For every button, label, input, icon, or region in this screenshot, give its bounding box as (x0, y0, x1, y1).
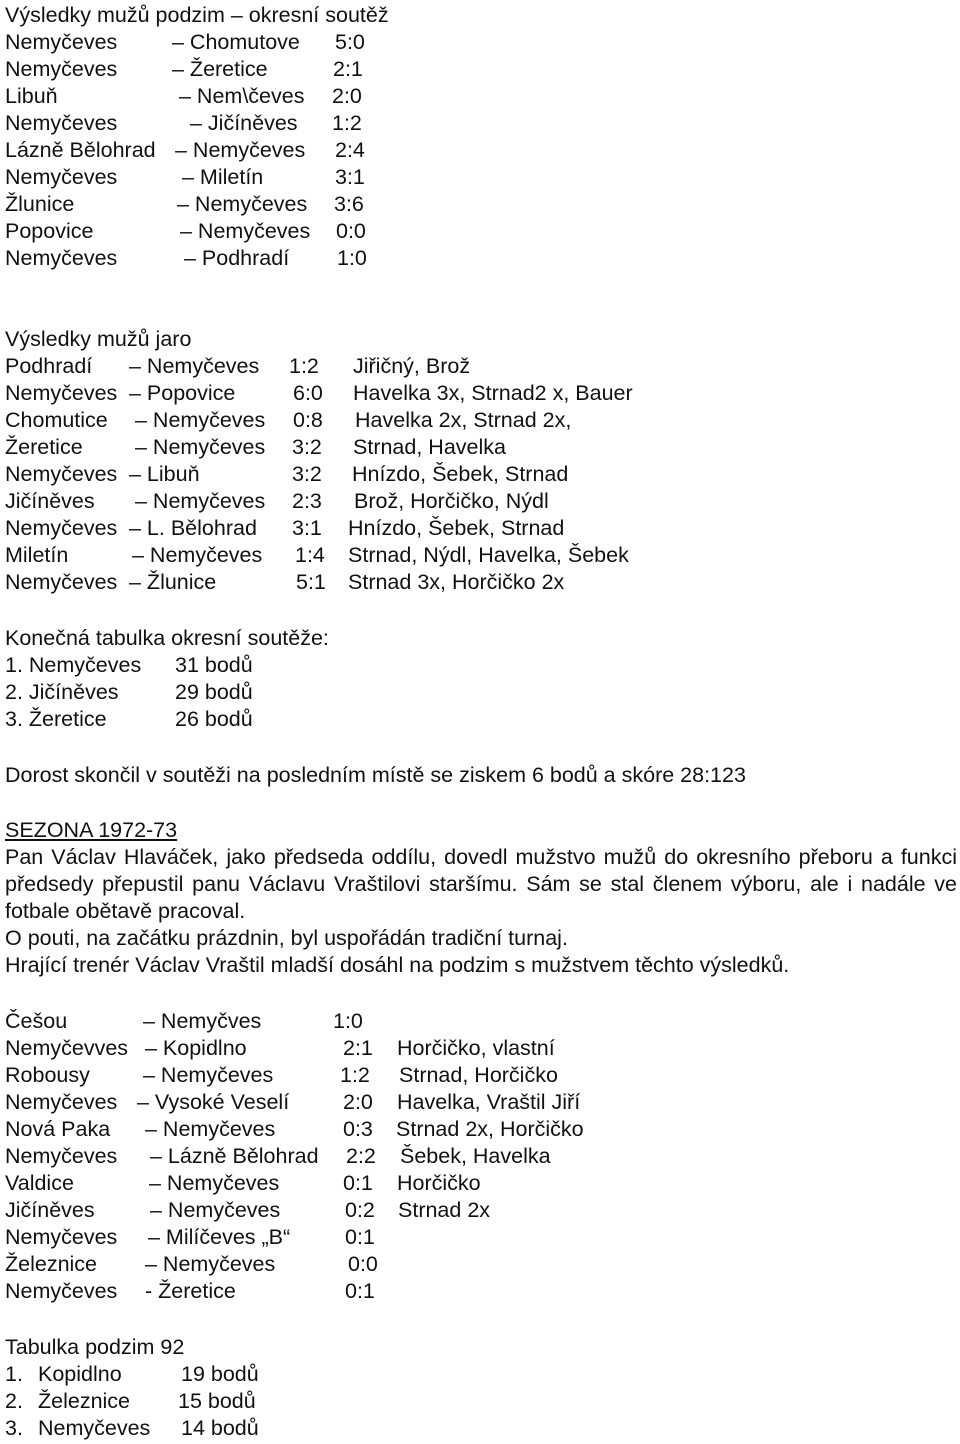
score: 0:1 (345, 1225, 375, 1249)
home-team: Nemyčeves (5, 381, 118, 405)
score: 0:2 (345, 1198, 375, 1222)
home-team: Valdice (5, 1171, 74, 1195)
score: 2:3 (292, 489, 322, 513)
score: 1:0 (333, 1009, 363, 1033)
home-team: Libuň (5, 84, 58, 108)
home-team: Robousy (5, 1063, 90, 1087)
goal-scorers: Strnad, Nýdl, Havelka, Šebek (348, 543, 629, 567)
away-team: – Nemyčeves (132, 543, 263, 567)
team-name: Nemyčeves (38, 1416, 151, 1440)
home-team: Jičíněves (5, 1198, 95, 1222)
team-points: 31 bodů (175, 653, 253, 677)
away-team: – Nemyčeves (175, 138, 306, 162)
away-team: – Milíčeves „B“ (148, 1225, 291, 1249)
score: 0:0 (336, 219, 366, 243)
goal-scorers: Strnad, Horčičko (399, 1063, 558, 1087)
score: 6:0 (293, 381, 323, 405)
home-team: Nemyčeves (5, 570, 118, 594)
team-name: Kopidlno (38, 1362, 122, 1386)
autumn-title: Výsledky mužů podzim – okresní soutěž (5, 3, 389, 27)
home-team: Podhradí (5, 354, 93, 378)
score: 1:4 (295, 543, 325, 567)
home-team: Nemyčeves (5, 1090, 118, 1114)
youth-note: Dorost skončil v soutěži na posledním místě se ziskem 6 bodů a skóre 28:123 (5, 763, 746, 787)
home-team: Nová Paka (5, 1117, 111, 1141)
away-team: – Nemyčeves (177, 192, 308, 216)
score: 5:0 (335, 30, 365, 54)
away-team: – Vysoké Veselí (137, 1090, 290, 1114)
season-paragraph: Pan Václav Hlaváček, jako předseda oddílu, dovedl mužstvo mužů do okresního přeboru a funkci předsedy přepustil panu Václavu Vraštilovi staršímu. Sám se stal členem výboru, ale i nadále ve fotbale obětavě pracoval. (5, 845, 957, 923)
team-position: 3. Žeretice (5, 707, 107, 731)
home-team: Nemyčeves (5, 516, 118, 540)
away-team: – Libuň (129, 462, 200, 486)
score: 2:0 (343, 1090, 373, 1114)
team-points: 14 bodů (181, 1416, 259, 1440)
away-team: – Nemyčeves (135, 408, 266, 432)
away-team: – Kopidlno (145, 1036, 247, 1060)
goal-scorers: Havelka 3x, Strnad2 x, Bauer (353, 381, 633, 405)
score: 3:2 (292, 435, 322, 459)
away-team: – Lázně Bělohrad (150, 1144, 319, 1168)
team-position: 2. Jičíněves (5, 680, 119, 704)
team-position: 2. (5, 1389, 23, 1413)
home-team: Jičíněves (5, 489, 95, 513)
coach-line: Hrající trenér Václav Vraštil mladší dosáhl na podzim s mužstvem těchto výsledků. (5, 953, 790, 977)
away-team: – Nemyčves (143, 1009, 262, 1033)
score: 2:0 (332, 84, 362, 108)
final-table-title: Konečná tabulka okresní soutěže: (5, 626, 329, 650)
goal-scorers: Jiřičný, Brož (353, 354, 471, 378)
away-team: – L. Bělohrad (129, 516, 257, 540)
home-team: Nemyčeves (5, 1279, 118, 1303)
away-team: – Nemyčeves (150, 1198, 281, 1222)
goal-scorers: Hnízdo, Šebek, Strnad (352, 462, 569, 486)
away-team: – Nemyčeves (143, 1063, 274, 1087)
team-points: 15 bodů (178, 1389, 256, 1413)
team-points: 29 bodů (175, 680, 253, 704)
team-points: 19 bodů (181, 1362, 259, 1386)
away-team: – Žeretice (172, 57, 268, 81)
away-team: - Žeretice (145, 1279, 236, 1303)
score: 0:1 (343, 1171, 373, 1195)
score: 0:1 (345, 1279, 375, 1303)
away-team: – Nemyčeves (145, 1252, 276, 1276)
goal-scorers: Horčičko (397, 1171, 481, 1195)
home-team: Železnice (5, 1252, 98, 1276)
home-team: Nemyčevves (5, 1036, 129, 1060)
score: 2:2 (346, 1144, 376, 1168)
goal-scorers: Horčičko, vlastní (397, 1036, 555, 1060)
score: 1:2 (289, 354, 319, 378)
away-team: – Nemyčeves (149, 1171, 280, 1195)
score: 1:2 (332, 111, 362, 135)
goal-scorers: Strnad 2x (398, 1198, 491, 1222)
score: 3:2 (292, 462, 322, 486)
away-team: – Žlunice (129, 570, 217, 594)
home-team: Nemyčeves (5, 246, 118, 270)
home-team: Miletín (5, 543, 69, 567)
away-team: – Nemyčeves (135, 435, 266, 459)
away-team: – Nemyčeves (145, 1117, 276, 1141)
home-team: Chomutice (5, 408, 108, 432)
team-position: 1. Nemyčeves (5, 653, 142, 677)
goal-scorers: Strnad 3x, Horčičko 2x (348, 570, 565, 594)
away-team: – Nemyčeves (135, 489, 266, 513)
home-team: Lázně Bělohrad (5, 138, 156, 162)
away-team: – Chomutove (172, 30, 300, 54)
team-position: 1. (5, 1362, 23, 1386)
team-name: Železnice (38, 1389, 131, 1413)
team-position: 3. (5, 1416, 23, 1440)
tournament-line: O pouti, na začátku prázdnin, byl uspořádán tradiční turnaj. (5, 926, 568, 950)
away-team: – Popovice (129, 381, 236, 405)
home-team: Popovice (5, 219, 94, 243)
score: 2:1 (333, 57, 363, 81)
away-team: – Miletín (182, 165, 264, 189)
score: 2:4 (335, 138, 365, 162)
home-team: Žlunice (5, 192, 75, 216)
goal-scorers: Havelka 2x, Strnad 2x, (355, 408, 572, 432)
score: 3:6 (334, 192, 364, 216)
goal-scorers: Hnízdo, Šebek, Strnad (348, 516, 565, 540)
away-team: – Nemyčeves (129, 354, 260, 378)
score: 3:1 (292, 516, 322, 540)
score: 0:0 (348, 1252, 378, 1276)
home-team: Češou (5, 1009, 68, 1033)
goal-scorers: Šebek, Havelka (400, 1144, 551, 1168)
goal-scorers: Brož, Horčičko, Nýdl (354, 489, 549, 513)
home-team: Nemyčeves (5, 1225, 118, 1249)
goal-scorers: Strnad 2x, Horčičko (396, 1117, 584, 1141)
season-heading: SEZONA 1972-73 (5, 818, 178, 842)
score: 0:8 (293, 408, 323, 432)
home-team: Nemyčeves (5, 165, 118, 189)
score: 3:1 (335, 165, 365, 189)
away-team: – Jičíněves (190, 111, 298, 135)
score: 1:2 (340, 1063, 370, 1087)
goal-scorers: Strnad, Havelka (353, 435, 506, 459)
score: 2:1 (343, 1036, 373, 1060)
table-autumn92-title: Tabulka podzim 92 (5, 1335, 185, 1359)
score: 0:3 (343, 1117, 373, 1141)
score: 1:0 (337, 246, 367, 270)
team-points: 26 bodů (175, 707, 253, 731)
home-team: Žeretice (5, 435, 83, 459)
away-team: – Podhradí (184, 246, 290, 270)
score: 5:1 (296, 570, 326, 594)
home-team: Nemyčeves (5, 462, 118, 486)
home-team: Nemyčeves (5, 30, 118, 54)
home-team: Nemyčeves (5, 111, 118, 135)
goal-scorers: Havelka, Vraštil Jiří (397, 1090, 581, 1114)
spring-title: Výsledky mužů jaro (5, 327, 192, 351)
away-team: – Nemyčeves (180, 219, 311, 243)
away-team: – Nem\čeves (179, 84, 305, 108)
home-team: Nemyčeves (5, 57, 118, 81)
home-team: Nemyčeves (5, 1144, 118, 1168)
